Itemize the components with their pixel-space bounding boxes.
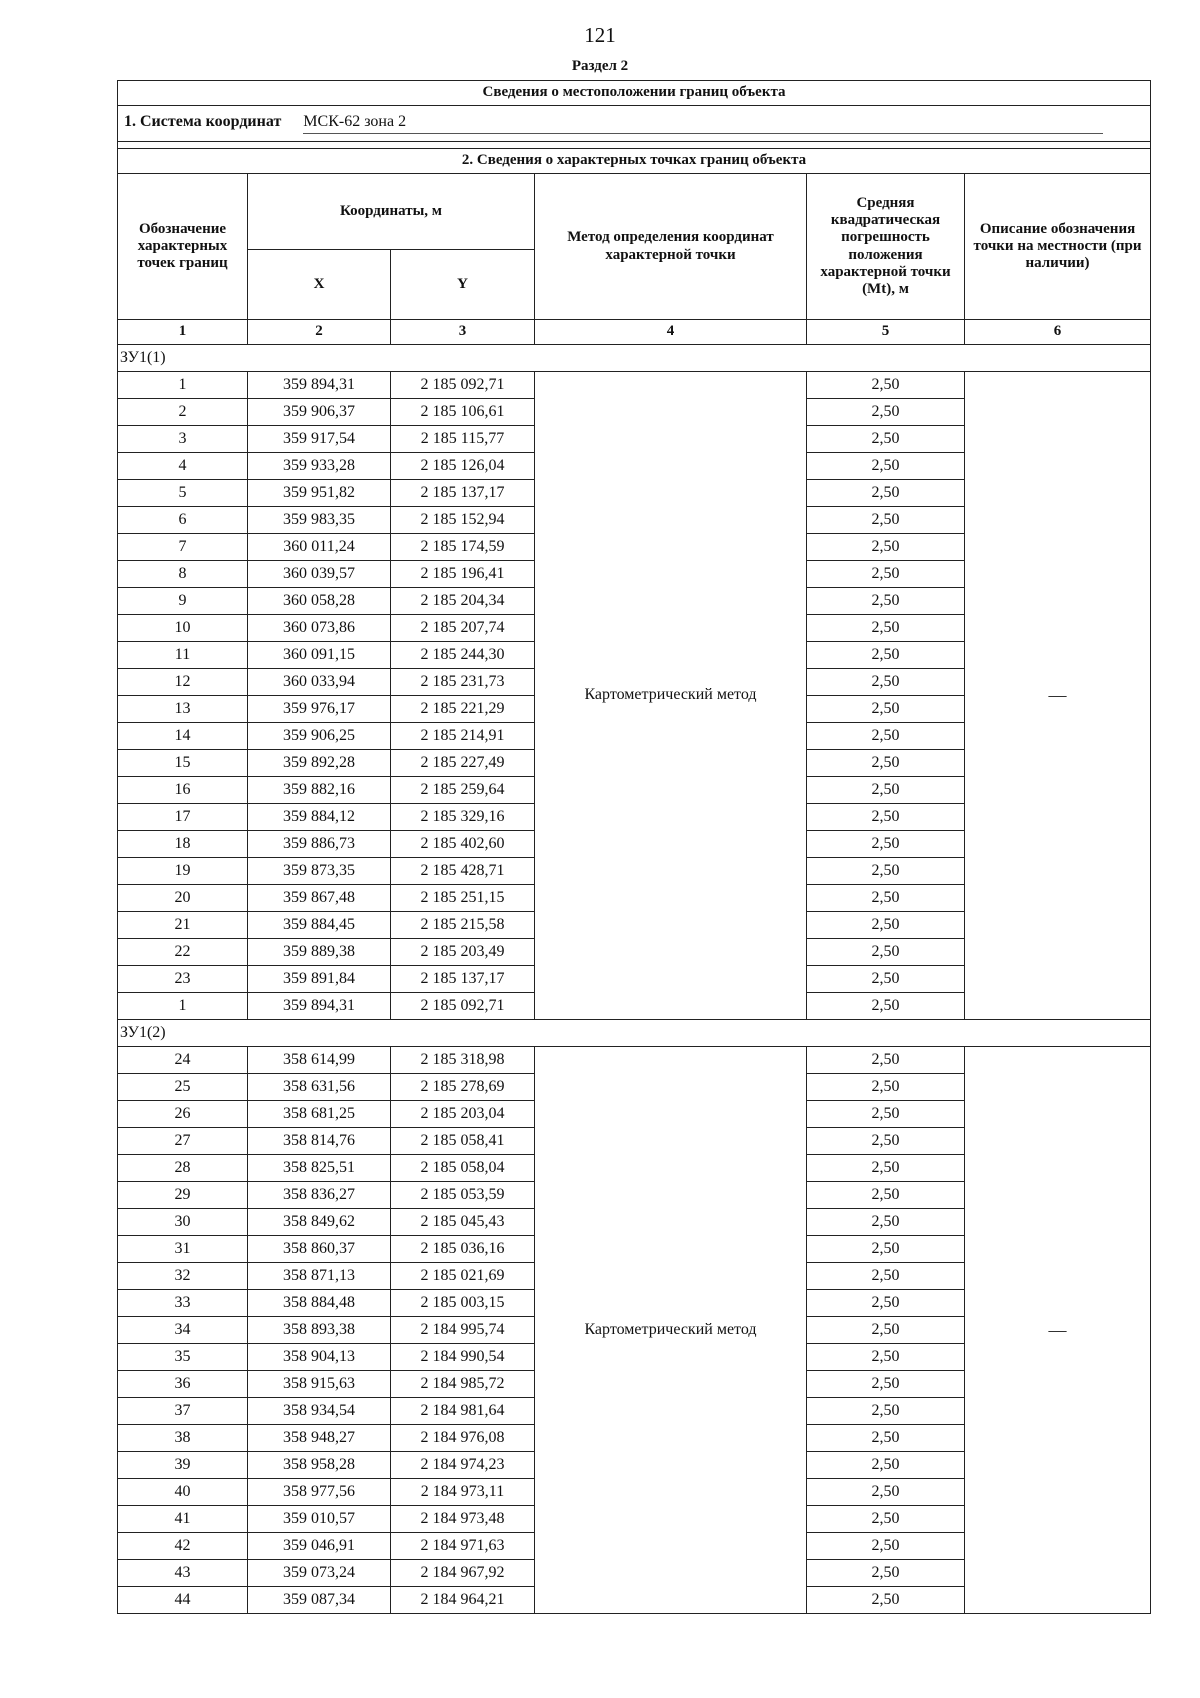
point-error: 2,50 [807,1587,965,1614]
point-y: 2 184 990,54 [391,1344,535,1371]
point-error: 2,50 [807,750,965,777]
points-title: 2. Сведения о характерных точках границ объекта [118,149,1151,174]
point-error: 2,50 [807,777,965,804]
point-error: 2,50 [807,507,965,534]
point-error: 2,50 [807,939,965,966]
header-method: Метод определения координат характерной точки [535,174,807,320]
point-designation: 7 [118,534,248,561]
point-error: 2,50 [807,1398,965,1425]
point-x: 360 011,24 [248,534,391,561]
point-error: 2,50 [807,1182,965,1209]
point-designation: 1 [118,372,248,399]
point-y: 2 184 995,74 [391,1317,535,1344]
point-x: 359 983,35 [248,507,391,534]
method-cell: Картометрический метод [535,372,807,1020]
point-x: 359 884,12 [248,804,391,831]
point-x: 358 893,38 [248,1317,391,1344]
point-designation: 22 [118,939,248,966]
point-error: 2,50 [807,1344,965,1371]
point-x: 358 871,13 [248,1263,391,1290]
point-x: 358 681,25 [248,1101,391,1128]
point-error: 2,50 [807,885,965,912]
column-number: 4 [535,320,807,345]
point-y: 2 185 126,04 [391,453,535,480]
coordinate-system-row [118,106,1151,142]
point-y: 2 185 318,98 [391,1047,535,1074]
point-error: 2,50 [807,1317,965,1344]
point-designation: 15 [118,750,248,777]
point-y: 2 185 203,49 [391,939,535,966]
header-coordinates: Координаты, м [248,174,535,250]
point-y: 2 185 092,71 [391,993,535,1020]
point-error: 2,50 [807,561,965,588]
point-y: 2 184 974,23 [391,1452,535,1479]
point-y: 2 185 278,69 [391,1074,535,1101]
point-x: 360 073,86 [248,615,391,642]
point-x: 359 917,54 [248,426,391,453]
point-x: 360 039,57 [248,561,391,588]
point-designation: 1 [118,993,248,1020]
point-x: 359 951,82 [248,480,391,507]
point-designation: 21 [118,912,248,939]
point-error: 2,50 [807,534,965,561]
point-x: 358 948,27 [248,1425,391,1452]
point-error: 2,50 [807,1533,965,1560]
point-y: 2 185 152,94 [391,507,535,534]
point-y: 2 184 967,92 [391,1560,535,1587]
point-error: 2,50 [807,1371,965,1398]
point-y: 2 184 971,63 [391,1533,535,1560]
point-designation: 42 [118,1533,248,1560]
point-error: 2,50 [807,1236,965,1263]
point-designation: 6 [118,507,248,534]
header-designation: Обозначение характерных точек границ [118,174,248,320]
page-number: 121 [584,23,616,47]
point-designation: 8 [118,561,248,588]
point-designation: 9 [118,588,248,615]
point-x: 359 046,91 [248,1533,391,1560]
point-y: 2 184 973,11 [391,1479,535,1506]
point-x: 359 906,25 [248,723,391,750]
point-x: 358 814,76 [248,1128,391,1155]
point-y: 2 185 203,04 [391,1101,535,1128]
point-designation: 26 [118,1101,248,1128]
point-y: 2 185 036,16 [391,1236,535,1263]
point-y: 2 185 428,71 [391,858,535,885]
point-error: 2,50 [807,1074,965,1101]
point-designation: 12 [118,669,248,696]
point-designation: 37 [118,1398,248,1425]
point-x: 358 904,13 [248,1344,391,1371]
section-title: Раздел 2 [571,58,629,74]
point-x: 358 934,54 [248,1398,391,1425]
point-designation: 13 [118,696,248,723]
point-x: 359 073,24 [248,1560,391,1587]
point-x: 358 631,56 [248,1074,391,1101]
point-x: 359 087,34 [248,1587,391,1614]
point-error: 2,50 [807,1425,965,1452]
point-designation: 11 [118,642,248,669]
point-error: 2,50 [807,966,965,993]
point-error: 2,50 [807,723,965,750]
point-x: 358 849,62 [248,1209,391,1236]
point-x: 359 873,35 [248,858,391,885]
point-y: 2 185 058,04 [391,1155,535,1182]
point-y: 2 185 204,34 [391,588,535,615]
point-x: 359 906,37 [248,399,391,426]
point-error: 2,50 [807,642,965,669]
point-designation: 5 [118,480,248,507]
point-y: 2 185 221,29 [391,696,535,723]
point-designation: 35 [118,1344,248,1371]
spacer-row [118,142,1151,149]
point-y: 2 185 214,91 [391,723,535,750]
point-designation: 44 [118,1587,248,1614]
table-row [118,372,1151,399]
point-y: 2 185 231,73 [391,669,535,696]
coordinate-system-value: МСК-62 зона 2 [303,113,1103,134]
point-x: 358 825,51 [248,1155,391,1182]
point-designation: 43 [118,1560,248,1587]
point-designation: 2 [118,399,248,426]
point-error: 2,50 [807,1479,965,1506]
point-y: 2 185 196,41 [391,561,535,588]
point-error: 2,50 [807,1452,965,1479]
point-designation: 14 [118,723,248,750]
point-error: 2,50 [807,804,965,831]
point-designation: 39 [118,1452,248,1479]
point-designation: 34 [118,1317,248,1344]
point-error: 2,50 [807,426,965,453]
point-y: 2 185 137,17 [391,480,535,507]
point-x: 359 894,31 [248,372,391,399]
point-designation: 4 [118,453,248,480]
point-error: 2,50 [807,1560,965,1587]
point-y: 2 185 227,49 [391,750,535,777]
point-y: 2 184 964,21 [391,1587,535,1614]
point-y: 2 184 976,08 [391,1425,535,1452]
point-y: 2 185 092,71 [391,372,535,399]
point-error: 2,50 [807,399,965,426]
column-number: 1 [118,320,248,345]
point-y: 2 185 021,69 [391,1263,535,1290]
point-y: 2 184 973,48 [391,1506,535,1533]
method-cell: Картометрический метод [535,1047,807,1614]
point-designation: 27 [118,1128,248,1155]
point-x: 359 894,31 [248,993,391,1020]
point-error: 2,50 [807,1128,965,1155]
column-number: 3 [391,320,535,345]
point-y: 2 185 259,64 [391,777,535,804]
point-y: 2 185 053,59 [391,1182,535,1209]
point-x: 359 010,57 [248,1506,391,1533]
point-error: 2,50 [807,1263,965,1290]
point-error: 2,50 [807,588,965,615]
point-designation: 19 [118,858,248,885]
point-error: 2,50 [807,669,965,696]
point-y: 2 185 215,58 [391,912,535,939]
coordinate-system-label: 1. Система координат [124,112,282,130]
point-y: 2 185 137,17 [391,966,535,993]
point-designation: 18 [118,831,248,858]
point-designation: 32 [118,1263,248,1290]
point-error: 2,50 [807,1209,965,1236]
point-error: 2,50 [807,615,965,642]
column-number: 6 [965,320,1151,345]
point-x: 358 977,56 [248,1479,391,1506]
point-y: 2 185 003,15 [391,1290,535,1317]
point-x: 358 836,27 [248,1182,391,1209]
point-designation: 23 [118,966,248,993]
point-error: 2,50 [807,1155,965,1182]
point-x: 359 933,28 [248,453,391,480]
point-designation: 16 [118,777,248,804]
description-cell: — [965,1047,1151,1614]
point-y: 2 185 115,77 [391,426,535,453]
point-y: 2 185 174,59 [391,534,535,561]
point-x: 359 867,48 [248,885,391,912]
point-x: 359 892,28 [248,750,391,777]
table-title: Сведения о местоположении границ объекта [118,81,1151,106]
point-x: 360 033,94 [248,669,391,696]
point-designation: 38 [118,1425,248,1452]
point-designation: 29 [118,1182,248,1209]
point-x: 360 058,28 [248,588,391,615]
point-x: 360 091,15 [248,642,391,669]
point-designation: 31 [118,1236,248,1263]
point-error: 2,50 [807,1047,965,1074]
point-y: 2 185 058,41 [391,1128,535,1155]
point-x: 359 882,16 [248,777,391,804]
point-x: 359 884,45 [248,912,391,939]
point-designation: 25 [118,1074,248,1101]
column-number: 2 [248,320,391,345]
point-error: 2,50 [807,858,965,885]
point-y: 2 185 329,16 [391,804,535,831]
point-y: 2 184 981,64 [391,1398,535,1425]
point-error: 2,50 [807,831,965,858]
point-y: 2 185 207,74 [391,615,535,642]
point-error: 2,50 [807,480,965,507]
table-row [118,1047,1151,1074]
point-designation: 41 [118,1506,248,1533]
point-designation: 20 [118,885,248,912]
header-x: X [248,250,391,320]
point-designation: 17 [118,804,248,831]
header-y: Y [391,250,535,320]
point-x: 358 614,99 [248,1047,391,1074]
point-designation: 30 [118,1209,248,1236]
point-x: 358 884,48 [248,1290,391,1317]
description-cell: — [965,372,1151,1020]
group-label: ЗУ1(1) [118,345,1151,372]
point-error: 2,50 [807,993,965,1020]
header-description: Описание обозначения точки на местности (при наличии) [965,174,1151,320]
point-designation: 10 [118,615,248,642]
point-error: 2,50 [807,696,965,723]
point-y: 2 185 045,43 [391,1209,535,1236]
point-designation: 33 [118,1290,248,1317]
point-designation: 28 [118,1155,248,1182]
point-x: 358 860,37 [248,1236,391,1263]
point-designation: 40 [118,1479,248,1506]
point-error: 2,50 [807,1101,965,1128]
header-error: Средняя квадратическая погрешность положения характерной точки (Mt), м [807,174,965,320]
column-number: 5 [807,320,965,345]
point-x: 358 958,28 [248,1452,391,1479]
point-y: 2 185 106,61 [391,399,535,426]
point-x: 359 976,17 [248,696,391,723]
point-x: 358 915,63 [248,1371,391,1398]
group-label: ЗУ1(2) [118,1020,1151,1047]
point-x: 359 891,84 [248,966,391,993]
point-error: 2,50 [807,453,965,480]
point-error: 2,50 [807,372,965,399]
point-y: 2 185 402,60 [391,831,535,858]
point-designation: 36 [118,1371,248,1398]
point-error: 2,50 [807,1506,965,1533]
point-designation: 24 [118,1047,248,1074]
point-x: 359 886,73 [248,831,391,858]
point-y: 2 184 985,72 [391,1371,535,1398]
point-y: 2 185 244,30 [391,642,535,669]
point-y: 2 185 251,15 [391,885,535,912]
point-error: 2,50 [807,912,965,939]
point-x: 359 889,38 [248,939,391,966]
boundary-table [117,80,1151,1614]
point-designation: 3 [118,426,248,453]
point-error: 2,50 [807,1290,965,1317]
